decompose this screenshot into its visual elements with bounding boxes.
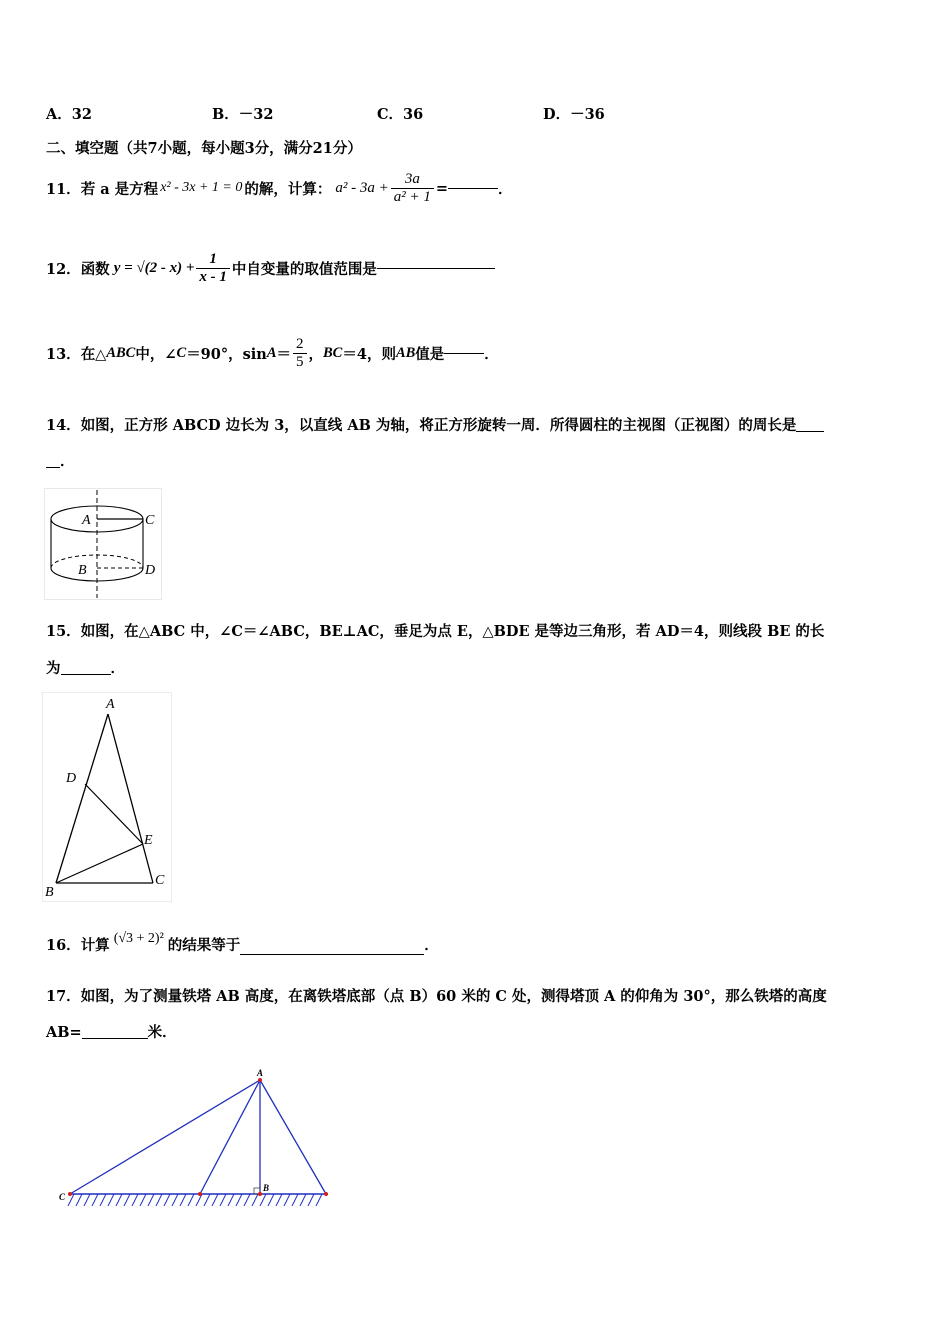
q11-frac-num: 3a — [404, 170, 420, 187]
q13-fraction — [293, 336, 307, 371]
q17-hatch-mark — [124, 1194, 130, 1206]
q13-abc: ABC — [106, 344, 136, 361]
q17-unit: 米 — [147, 1024, 163, 1041]
q15-label-a: A — [106, 697, 115, 712]
q17-hatch-mark — [140, 1194, 146, 1206]
q14-label-c: C — [145, 513, 155, 528]
q17-hatch-mark — [84, 1194, 90, 1206]
q15-triangle-figure — [42, 692, 172, 902]
q17-hatch-mark — [236, 1194, 242, 1206]
q17-hatch-mark — [164, 1194, 170, 1206]
q14-cylinder-figure — [44, 488, 162, 600]
q17-hatch-mark — [172, 1194, 178, 1206]
q12-answer-blank[interactable] — [377, 268, 495, 269]
q17-hatch-mark — [196, 1194, 202, 1206]
q11-equals: = — [435, 179, 449, 197]
q14-label-b: B — [78, 563, 87, 578]
q17-hatch-mark — [76, 1194, 82, 1206]
q12-text-before: 函数 — [80, 260, 110, 278]
q17-line-ca — [70, 1080, 260, 1194]
q17-point-b — [258, 1192, 262, 1196]
option-a: A．32 — [46, 106, 92, 123]
q17-point-e — [324, 1192, 328, 1196]
q14-text: 如图，正方形 ABCD 边长为 3，以直线 AB 为轴，将正方形旋转一周．所得圆柱的主视图（正视图）的周长是 — [80, 417, 797, 434]
q15-label-e: E — [144, 833, 153, 848]
q15-side-ac — [108, 714, 153, 883]
q17-line2-lead: AB= — [46, 1024, 82, 1041]
q17-hatch-mark — [148, 1194, 154, 1206]
q14-number: 14． — [46, 417, 81, 434]
q17-hatch-mark — [276, 1194, 282, 1206]
q17-text: 如图，为了测量铁塔 AB 高度，在离铁塔底部（点 B）60 米的 C 处，测得塔顶 A 的仰角为 30°，那么铁塔的高度 — [80, 988, 827, 1005]
q14-answer-blank-b[interactable] — [46, 467, 60, 468]
q17-number: 17． — [46, 988, 81, 1005]
q15-segment-be — [56, 844, 143, 883]
q11-number: 11． — [46, 180, 81, 198]
q13-answer-blank[interactable] — [444, 353, 484, 354]
q15-side-ab — [56, 714, 108, 883]
q17-point-c — [68, 1192, 72, 1196]
question-16 — [46, 925, 439, 955]
q17-point-d — [198, 1192, 202, 1196]
q15-label-c: C — [155, 873, 165, 888]
q11-answer-blank[interactable] — [448, 188, 498, 189]
q12-frac-den: x - 1 — [196, 268, 230, 286]
q16-number: 16． — [46, 937, 81, 954]
q14-label-a: A — [82, 513, 91, 528]
question-11 — [46, 165, 513, 211]
q17-answer-blank[interactable] — [82, 1038, 148, 1039]
q11-period: ． — [498, 180, 513, 198]
q13-text-after: 值是 — [415, 345, 445, 363]
q11-frac-den: a² + 1 — [391, 188, 434, 206]
q13-text-mid4: ＝4，则 — [342, 345, 396, 363]
q17-hatch-mark — [252, 1194, 258, 1206]
q17-hatch-mark — [300, 1194, 306, 1206]
q17-period: ． — [162, 1024, 177, 1041]
q17-hatch-mark — [68, 1194, 74, 1206]
q13-frac-num: 2 — [296, 335, 304, 352]
q17-label-b: B — [263, 1183, 270, 1193]
q16-answer-blank[interactable] — [240, 954, 424, 955]
q12-text-after: 中自变量的取值范围是 — [231, 260, 377, 278]
q13-eq: ＝ — [276, 345, 292, 363]
q15-label-b: B — [45, 885, 54, 900]
question-15-line2 — [46, 657, 125, 678]
question-17 — [46, 985, 827, 1006]
q17-hatch-mark — [180, 1194, 186, 1206]
q17-hatch-mark — [244, 1194, 250, 1206]
q15-label-d: D — [66, 771, 77, 786]
q17-hatch-mark — [220, 1194, 226, 1206]
q17-hatch-mark — [116, 1194, 122, 1206]
q13-c: C — [176, 344, 187, 361]
question-15 — [46, 620, 824, 641]
q17-hatch-mark — [284, 1194, 290, 1206]
q16-text-before: 计算 — [80, 937, 110, 954]
q17-label-a: A — [257, 1068, 264, 1078]
q17-point-a — [258, 1078, 262, 1082]
q17-hatch-mark — [316, 1194, 322, 1206]
q17-line-da — [200, 1080, 260, 1194]
option-d: D．－36 — [543, 106, 605, 123]
q14-label-d: D — [145, 563, 156, 578]
q17-hatch-mark — [228, 1194, 234, 1206]
q17-hatch-mark — [156, 1194, 162, 1206]
question-13 — [46, 330, 499, 376]
question-12 — [46, 245, 495, 291]
q13-period: ． — [484, 345, 499, 363]
q17-ground-hatching — [68, 1194, 322, 1206]
q13-text-mid3: ， — [308, 345, 324, 363]
q15-number: 15． — [46, 623, 81, 640]
q12-fraction — [196, 251, 230, 286]
q11-fraction — [391, 171, 434, 206]
q17-tower-figure — [56, 1066, 336, 1214]
q12-frac-num: 1 — [209, 250, 217, 267]
q17-line-ea — [260, 1080, 326, 1194]
q17-label-c: C — [59, 1192, 66, 1202]
q13-frac-den: 5 — [293, 353, 307, 371]
q15-answer-blank[interactable] — [61, 674, 111, 675]
q13-text-mid2: ＝90°，sin — [186, 345, 267, 363]
q17-hatch-mark — [108, 1194, 114, 1206]
q17-hatch-mark — [100, 1194, 106, 1206]
q15-text-line2: 为 — [46, 660, 61, 677]
q17-hatch-mark — [308, 1194, 314, 1206]
question-14 — [46, 414, 824, 435]
q12-number: 12． — [46, 260, 81, 278]
q17-hatch-mark — [268, 1194, 274, 1206]
option-c: C．36 — [377, 106, 424, 123]
q11-expr-lead: a² - 3a + — [335, 179, 389, 196]
q11-text-before: 若 a 是方程 — [80, 180, 159, 198]
q13-bc: BC — [323, 344, 343, 361]
q12-expr-lead: y = √(2 - x) + — [113, 259, 195, 276]
q17-hatch-mark — [188, 1194, 194, 1206]
q11-equation: x² - 3x + 1 = 0 — [160, 180, 243, 195]
q14-period: ． — [60, 453, 75, 470]
option-b: B．－32 — [212, 106, 274, 123]
q15-period: ． — [110, 660, 125, 677]
q17-hatch-mark — [132, 1194, 138, 1206]
q13-number: 13． — [46, 345, 81, 363]
q17-hatch-mark — [260, 1194, 266, 1206]
q13-ab: AB — [395, 344, 416, 361]
q14-answer-blank-a[interactable] — [796, 431, 824, 432]
q17-hatch-mark — [212, 1194, 218, 1206]
section-heading: 二、填空题（共7小题，每小题3分，满分21分） — [46, 140, 362, 157]
q13-a: A — [266, 344, 277, 361]
q13-text-mid1: 中，∠ — [135, 345, 177, 363]
q15-text: 如图，在△ABC 中，∠C＝∠ABC，BE⊥AC，垂足为点 E，△BDE 是等边三角形，若 AD＝4，则线段 BE 的长 — [80, 623, 825, 640]
q16-text-after: 的结果等于 — [167, 937, 241, 954]
question-14-line2 — [46, 450, 75, 471]
q16-period: ． — [424, 937, 439, 954]
q17-hatch-mark — [204, 1194, 210, 1206]
q13-text-before: 在△ — [80, 345, 107, 363]
q17-hatch-mark — [92, 1194, 98, 1206]
question-17-line2 — [46, 1021, 177, 1042]
q11-text-mid: 的解，计算： — [244, 180, 332, 198]
q17-hatch-mark — [292, 1194, 298, 1206]
q16-expression: (√3 + 2)² — [113, 931, 164, 946]
